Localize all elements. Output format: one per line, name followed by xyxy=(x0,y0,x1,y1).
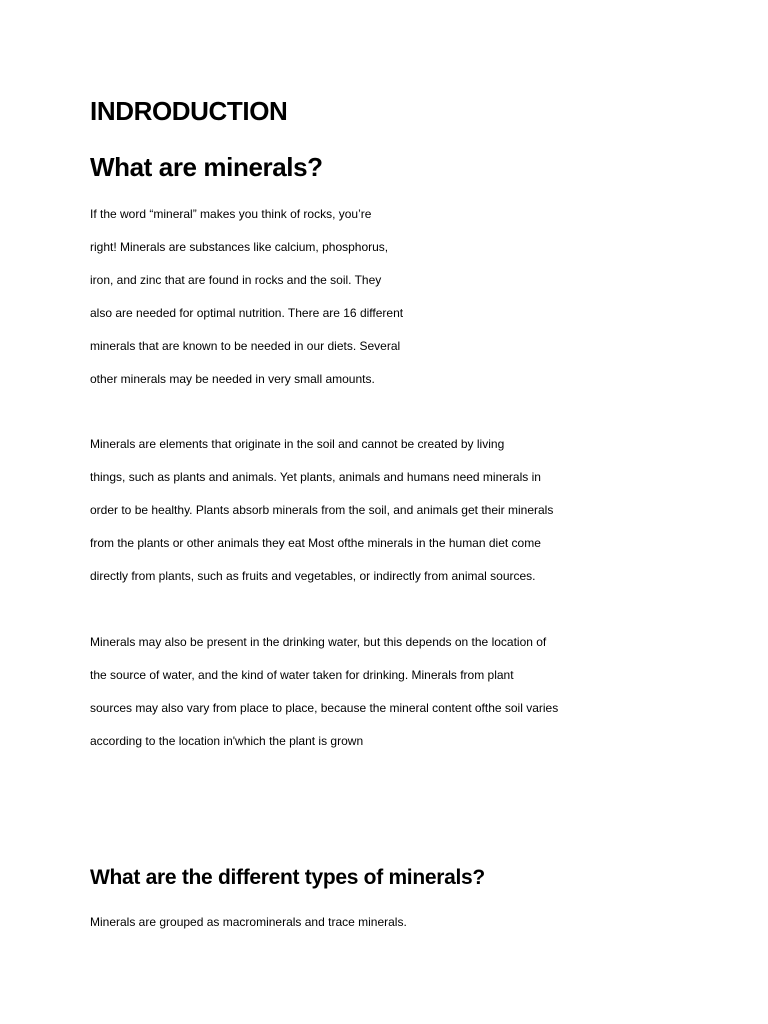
paragraph-line: things, such as plants and animals. Yet plants, animals and humans need minerals in xyxy=(90,470,541,484)
paragraph-line: other minerals may be needed in very small amounts. xyxy=(90,372,375,386)
paragraph-line: also are needed for optimal nutrition. There are 16 different xyxy=(90,306,404,320)
paragraph-line: order to be healthy. Plants absorb minerals from the soil, and animals get their minerals xyxy=(90,503,554,517)
paragraph-line: sources may also vary from place to place, because the mineral content ofthe soil varies xyxy=(90,701,559,715)
paragraph-line: right! Minerals are substances like calcium, phosphorus, xyxy=(90,240,389,254)
paragraph-line: directly from plants, such as fruits and vegetables, or indirectly from animal sources. xyxy=(90,569,536,583)
paragraph-line: minerals that are known to be needed in our diets. Several xyxy=(90,339,401,353)
document-title: INDRODUCTION xyxy=(90,96,288,126)
section-heading-types-of-minerals: What are the different types of minerals? xyxy=(90,866,485,889)
paragraph-line: If the word “mineral” makes you think of rocks, you’re xyxy=(90,207,372,221)
paragraph-line: Minerals may also be present in the drinking water, but this depends on the location of xyxy=(90,635,547,649)
paragraph-line: the source of water, and the kind of water taken for drinking. Minerals from plant xyxy=(90,668,514,682)
paragraph-line: Minerals are grouped as macrominerals and trace minerals. xyxy=(90,915,407,929)
paragraph-line: iron, and zinc that are found in rocks and the soil. They xyxy=(90,273,382,287)
paragraph-4 xyxy=(90,906,407,939)
paragraph-line: from the plants or other animals they eat Most ofthe minerals in the human diet come xyxy=(90,536,541,550)
paragraph-line: Minerals are elements that originate in the soil and cannot be created by living xyxy=(90,437,505,451)
paragraph-line: according to the location in'which the plant is grown xyxy=(90,734,364,748)
paragraph-3 xyxy=(90,626,558,758)
paragraph-2 xyxy=(90,428,553,593)
section-heading-what-are-minerals: What are minerals? xyxy=(90,152,323,182)
paragraph-1 xyxy=(90,198,403,396)
